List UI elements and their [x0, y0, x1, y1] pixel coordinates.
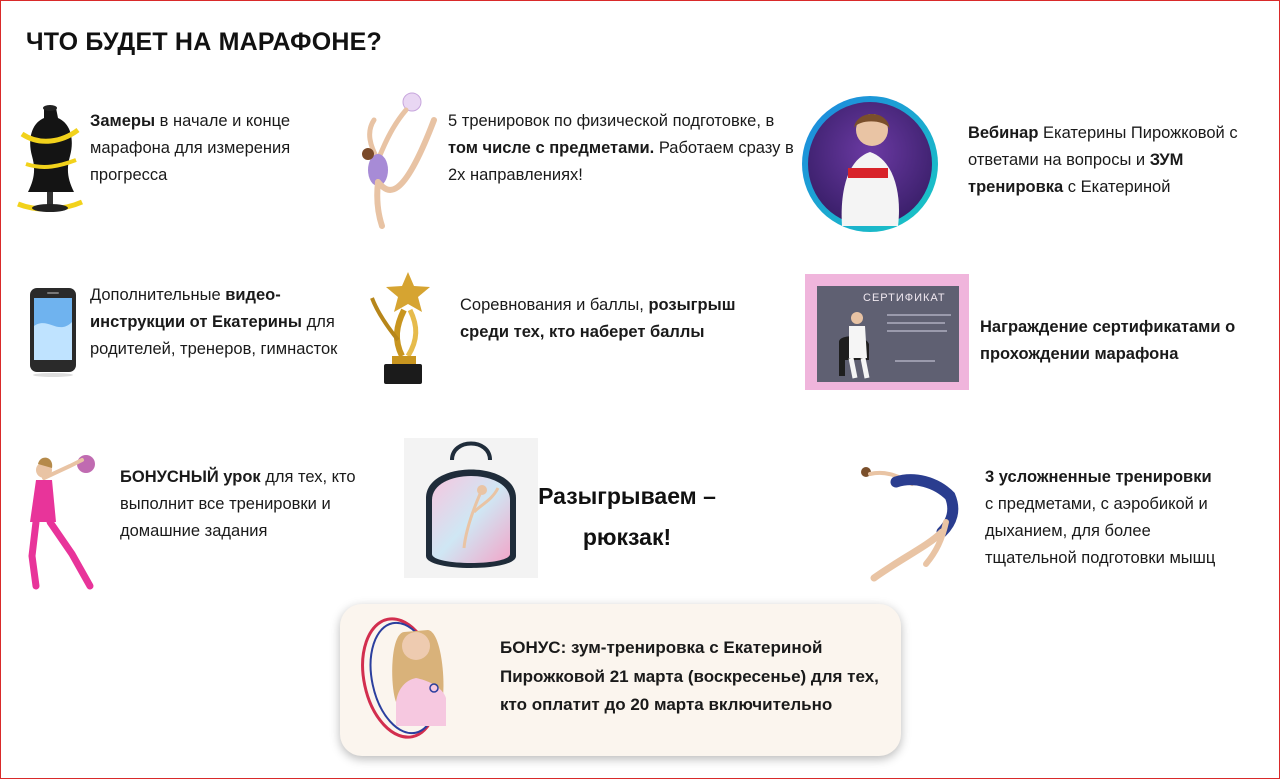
certificate-label: СЕРТИФИКАТ	[863, 292, 946, 304]
trainings-text: 5 тренировок по физической подготовке, в том числе с предметами. Работаем сразу в 2х направлениях!	[448, 112, 794, 184]
advanced-text: 3 усложненные тренировки с предметами, с аэробикой и дыханием, для более тщательной подготовки мышц	[985, 468, 1216, 567]
bonus-lesson-text: БОНУСНЫЙ урок для тех, кто выполнит все тренировки и домашние задания	[120, 468, 356, 540]
bonus-text: БОНУС: зум-тренировка с Екатериной Пирожковой 21 марта (воскресенье) для тех, кто оплатит до 20 марта включительно	[500, 638, 879, 714]
competitions-text: Соревнования и баллы, розыгрыш среди тех, кто наберет баллы	[460, 296, 736, 341]
gymnast-pink-icon	[22, 446, 102, 596]
coach-portrait-icon	[800, 94, 940, 234]
certificate-icon	[805, 274, 969, 390]
page-title: ЧТО БУДЕТ НА МАРАФОНЕ?	[26, 28, 382, 56]
measurements-text: Замеры в начале и конце марафона для измерения прогресса	[90, 112, 291, 184]
backpack-icon	[404, 438, 538, 578]
gymnast-leap-icon	[856, 460, 960, 584]
mannequin-measuring-tape-icon	[14, 104, 86, 216]
coach-with-hoop-icon	[350, 606, 468, 748]
trophy-star-icon	[368, 270, 436, 388]
backpack-text: Разыгрываем – рюкзак!	[538, 483, 716, 550]
certificate-text: Награждение сертификатами о прохождении марафона	[980, 318, 1236, 363]
smartphone-icon	[28, 286, 78, 378]
video-text: Дополнительные видео-инструкции от Екатерины для родителей, тренеров, гимнасток	[90, 286, 338, 358]
gymnast-with-ball-icon	[348, 90, 440, 230]
webinar-text: Вебинар Екатерины Пирожковой с ответами на вопросы и ЗУМ тренировка с Екатериной	[968, 124, 1238, 196]
